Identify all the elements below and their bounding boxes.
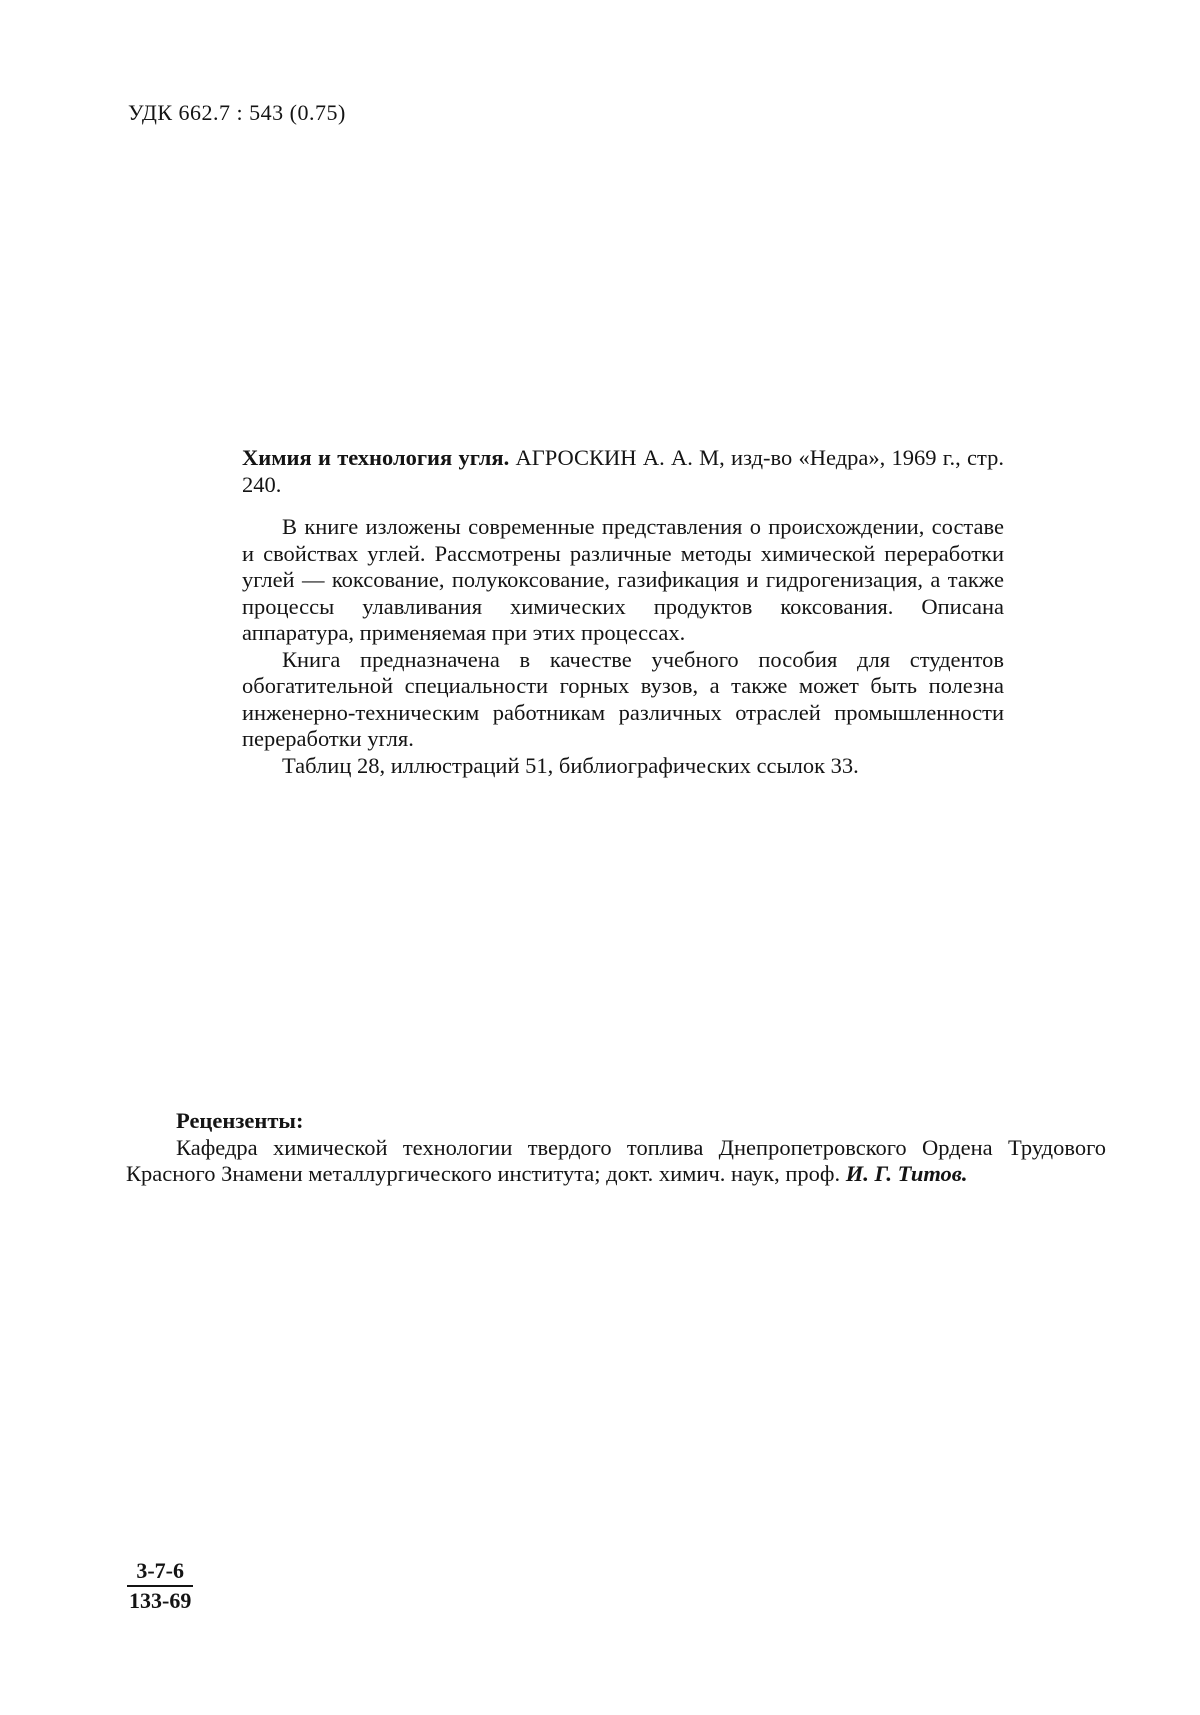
bibliographic-abstract bbox=[242, 445, 1004, 779]
book-title: Химия и технология угля. bbox=[242, 445, 510, 470]
reviewers-text bbox=[126, 1135, 1106, 1188]
abstract-paragraph-3: Таблиц 28, иллюстраций 51, библиографических ссылок 33. bbox=[282, 752, 859, 778]
abstract-paragraph-1: В книге изложены современные представления о происхождении, составе и свойствах углей. Рассмотрены различные методы химической переработки углей — коксование, полукоксование, газификация и гидрогенизация, а также процессы улавливания химических продуктов коксования. Описана аппаратура, применяемая при этих процессах. bbox=[242, 514, 1004, 645]
code-denominator: 133-69 bbox=[129, 1588, 192, 1613]
udk-code: УДК 662.7 : 543 (0.75) bbox=[128, 100, 346, 125]
abstract-paragraph-2: Книга предназначена в качестве учебного пособия для студентов обогатительной специальности горных вузов, а также может быть полезна инженерно-техническим работникам различных отраслей промышленности переработки угля. bbox=[242, 646, 1004, 751]
reviewers-institution: Кафедра химической технологии твердого топлива Днепропетровского Ордена Трудового Красного Знамени металлургического института; докт. химич. наук, проф. bbox=[126, 1134, 1106, 1186]
publication-code bbox=[127, 1557, 193, 1615]
reviewers-section bbox=[126, 1108, 1106, 1188]
bibliographic-record bbox=[242, 445, 1004, 498]
reviewer-name: И. Г. Титов. bbox=[845, 1161, 968, 1186]
reviewers-heading: Рецензенты: bbox=[176, 1108, 304, 1133]
code-numerator: 3-7-6 bbox=[127, 1557, 193, 1587]
book-citation: АГРОСКИН А. А. М, изд-во «Недра», 1969 г., стр. 240. bbox=[242, 445, 1004, 497]
